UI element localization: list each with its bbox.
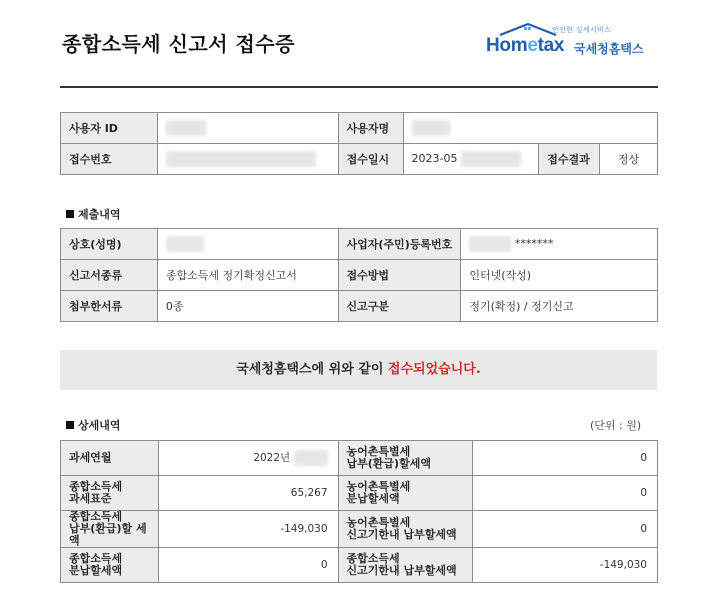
tax-base-value: 65,267 xyxy=(158,476,338,511)
method-label: 접수방법 xyxy=(338,260,461,291)
unit-note: (단위 : 원) xyxy=(590,419,642,432)
logo-brand-part-e: e xyxy=(527,35,538,56)
bizno-value xyxy=(461,229,658,260)
table-row xyxy=(61,548,658,583)
black-square-icon xyxy=(66,421,74,429)
table-row xyxy=(61,260,658,291)
receipt-notice xyxy=(60,350,657,390)
table-row xyxy=(61,441,658,476)
rural-tax-installment-value: 0 xyxy=(473,476,658,511)
tax-period-value xyxy=(158,441,338,476)
label-line: 신고기한내 납부할세액 xyxy=(346,564,457,577)
rural-tax-payable-label xyxy=(338,441,473,476)
income-tax-due-label xyxy=(338,548,473,583)
label-line: 납부(환급)할세액 xyxy=(346,457,431,470)
submission-section-title xyxy=(66,206,121,222)
label-line: 농어촌특별세 xyxy=(346,445,411,458)
label-line: 농어촌특별세 xyxy=(346,480,411,493)
label-line: 농어촌특별세 xyxy=(346,516,411,529)
logo-brand-part-a: Hom xyxy=(486,35,528,56)
user-name-value xyxy=(403,113,658,144)
company-label: 상호(성명) xyxy=(61,229,158,260)
house-roof-icon xyxy=(498,22,558,36)
method-value: 인터넷(작성) xyxy=(461,260,658,291)
label-line: 종합소득세 xyxy=(346,552,400,565)
report-type-value: 종합소득세 정기확정신고서 xyxy=(157,260,338,291)
logo-agency: 국세청홈택스 xyxy=(574,42,644,56)
income-tax-payable-label xyxy=(61,511,159,548)
table-row xyxy=(61,229,658,260)
logo-brand xyxy=(486,35,564,57)
tax-base-label xyxy=(61,476,159,511)
company-value xyxy=(157,229,338,260)
receipt-datetime-value xyxy=(403,144,539,175)
top-divider xyxy=(60,86,658,88)
label-line: 납부(환급)할 세액 xyxy=(69,522,147,547)
label-line: 신고기한내 납부할세액 xyxy=(346,528,457,541)
receipt-no-value xyxy=(157,144,338,175)
label-line: 과세표준 xyxy=(69,492,112,505)
income-tax-due-value: -149,030 xyxy=(473,548,658,583)
income-tax-installment-value: 0 xyxy=(158,548,338,583)
bizno-label: 사업자(주민)등록번호 xyxy=(338,229,461,260)
receipt-datetime-label: 접수일시 xyxy=(338,144,403,175)
detail-section-title xyxy=(66,417,121,433)
submission-table xyxy=(60,228,658,322)
label-line: 분납할세액 xyxy=(346,492,400,505)
label-line: 종합소득세 xyxy=(69,480,123,493)
detail-section-label: 상세내역 xyxy=(78,419,121,432)
user-id-value xyxy=(157,113,338,144)
income-tax-installment-label xyxy=(61,548,159,583)
receipt-date-text: 2023-05 xyxy=(411,152,458,165)
hometax-logo xyxy=(486,24,656,64)
table-row xyxy=(61,511,658,548)
user-name-label: 사용자명 xyxy=(338,113,403,144)
category-label: 신고구분 xyxy=(338,291,461,322)
report-type-label: 신고서종류 xyxy=(61,260,158,291)
income-tax-payable-value: -149,030 xyxy=(158,511,338,548)
receipt-result-value: 정상 xyxy=(600,144,658,175)
table-row xyxy=(61,291,658,322)
label-line: 종합소득세 xyxy=(69,510,123,523)
black-square-icon xyxy=(66,210,74,218)
label-line: 종합소득세 xyxy=(69,552,123,565)
page-title: 종합소득세 신고서 접수증 xyxy=(62,32,295,56)
table-row xyxy=(61,476,658,511)
logo-brand-part-b: tax xyxy=(537,35,565,56)
rural-tax-installment-label xyxy=(338,476,473,511)
attachments-label: 첨부한서류 xyxy=(61,291,158,322)
receipt-no-label: 접수번호 xyxy=(61,144,158,175)
table-row xyxy=(61,113,658,144)
detail-table xyxy=(60,440,658,583)
tax-period-label: 과세연월 xyxy=(61,441,159,476)
user-info-table xyxy=(60,112,658,175)
notice-prefix: 국세청홈택스에 위와 같이 xyxy=(236,362,388,377)
logo-tagline: 안전한 실세서비스 xyxy=(552,26,612,34)
notice-highlight: 접수되었습니다. xyxy=(387,362,481,377)
attachments-value: 0종 xyxy=(157,291,338,322)
rural-tax-payable-value: 0 xyxy=(473,441,658,476)
rural-tax-due-value: 0 xyxy=(473,511,658,548)
bizno-mask: ******* xyxy=(514,237,554,250)
submission-section-label: 제출내역 xyxy=(78,208,121,221)
receipt-result-label: 접수결과 xyxy=(539,144,600,175)
label-line: 분납할세액 xyxy=(69,564,123,577)
tax-period-text: 2022년 xyxy=(253,452,291,464)
table-row xyxy=(61,144,658,175)
category-value: 정기(확정) / 정기신고 xyxy=(461,291,658,322)
rural-tax-due-label xyxy=(338,511,473,548)
user-id-label: 사용자 ID xyxy=(61,113,158,144)
